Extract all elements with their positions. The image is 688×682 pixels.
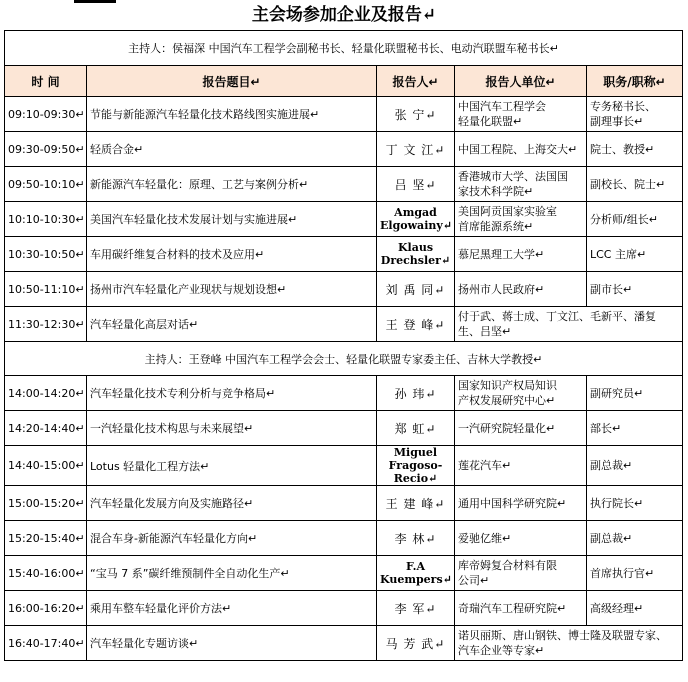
cell-topic: 节能与新能源汽车轻量化技术路线图实施进展↵ — [87, 97, 377, 132]
cell-unit: 国家知识产权局知识 产权发展研究中心↵ — [455, 376, 587, 411]
table-row — [5, 132, 683, 167]
header-unit: 报告人单位↵ — [455, 66, 587, 97]
cell-unit: 爱驰亿维↵ — [455, 521, 587, 556]
cell-time: 09:30-09:50↵ — [5, 132, 87, 167]
cell-speaker: Klaus Drechsler↵ — [377, 237, 455, 272]
cell-speaker: 张 宁↵ — [377, 97, 455, 132]
cell-time: 09:50-10:10↵ — [5, 167, 87, 202]
cell-role: 部长↵ — [587, 411, 683, 446]
table-row — [5, 411, 683, 446]
table-row — [5, 167, 683, 202]
cell-unit: 美国阿贡国家实验室 首席能源系统↵ — [455, 202, 587, 237]
cell-time: 16:00-16:20↵ — [5, 591, 87, 626]
cell-role: 高级经理↵ — [587, 591, 683, 626]
cell-speaker: 李 林↵ — [377, 521, 455, 556]
cell-speaker: 吕 坚↵ — [377, 167, 455, 202]
table-row — [5, 237, 683, 272]
cell-speaker: 刘 禹 同↵ — [377, 272, 455, 307]
cell-unit: 中国汽车工程学会 轻量化联盟↵ — [455, 97, 587, 132]
cell-speaker: F.A Kuempers↵ — [377, 556, 455, 591]
cell-time: 09:10-09:30↵ — [5, 97, 87, 132]
cell-topic: 汽车轻量化发展方向及实施路径↵ — [87, 486, 377, 521]
schedule-table — [4, 30, 683, 661]
cell-role: 副市长↵ — [587, 272, 683, 307]
cell-role: 副总裁↵ — [587, 446, 683, 486]
header-speaker: 报告人↵ — [377, 66, 455, 97]
cell-unit: 莲花汽车↵ — [455, 446, 587, 486]
top-marker — [74, 0, 116, 3]
header-role: 职务/职称↵ — [587, 66, 683, 97]
cell-time: 15:40-16:00↵ — [5, 556, 87, 591]
cell-unit: 中国工程院、上海交大↵ — [455, 132, 587, 167]
cell-speaker: Miguel Fragoso-Recio↵ — [377, 446, 455, 486]
cell-speaker: 马 芳 武↵ — [377, 626, 455, 661]
cell-speaker: 孙 玮↵ — [377, 376, 455, 411]
table-row — [5, 486, 683, 521]
cell-role: 院士、教授↵ — [587, 132, 683, 167]
cell-role: 副校长、院士↵ — [587, 167, 683, 202]
cell-time: 14:00-14:20↵ — [5, 376, 87, 411]
cell-topic: Lotus 轻量化工程方法↵ — [87, 446, 377, 486]
cell-speaker: 郑 虹↵ — [377, 411, 455, 446]
cell-role: 首席执行官↵ — [587, 556, 683, 591]
cell-topic: 轻质合金↵ — [87, 132, 377, 167]
cell-unit: 扬州市人民政府↵ — [455, 272, 587, 307]
cell-unit: 通用中国科学研究院↵ — [455, 486, 587, 521]
cell-unit: 诺贝丽斯、唐山钢铁、博士隆及联盟专家、 汽车企业等专家↵ — [455, 626, 683, 661]
cell-speaker: 王 建 峰↵ — [377, 486, 455, 521]
host-1-text: 主持人：侯福深 中国汽车工程学会副秘书长、轻量化联盟秘书长、电动汽联盟车秘书长↵ — [5, 31, 683, 66]
table-row — [5, 626, 683, 661]
cell-time: 16:40-17:40↵ — [5, 626, 87, 661]
cell-role: 副总裁↵ — [587, 521, 683, 556]
cell-unit: 付于武、蒋士成、丁文江、毛新平、潘复 生、吕坚↵ — [455, 307, 683, 342]
header-row — [5, 66, 683, 97]
table-row — [5, 591, 683, 626]
cell-unit: 奇瑞汽车工程研究院↵ — [455, 591, 587, 626]
table-row — [5, 202, 683, 237]
header-time: 时 间 — [5, 66, 87, 97]
table-row — [5, 521, 683, 556]
cell-unit: 慕尼黑理工大学↵ — [455, 237, 587, 272]
cell-role: 执行院长↵ — [587, 486, 683, 521]
cell-role: 分析师/组长↵ — [587, 202, 683, 237]
page-title — [0, 0, 688, 30]
cell-time: 10:30-10:50↵ — [5, 237, 87, 272]
header-topic: 报告题目↵ — [87, 66, 377, 97]
cell-topic: 一汽轻量化技术构思与未来展望↵ — [87, 411, 377, 446]
cell-topic: 汽车轻量化高层对话↵ — [87, 307, 377, 342]
cell-speaker: 王 登 峰↵ — [377, 307, 455, 342]
cell-topic: 美国汽车轻量化技术发展计划与实施进展↵ — [87, 202, 377, 237]
cell-topic: “宝马 7 系”碳纤维预制件全自动化生产↵ — [87, 556, 377, 591]
cell-topic: 汽车轻量化专题访谈↵ — [87, 626, 377, 661]
page-title-text: 主会场参加企业及报告↵ — [251, 5, 437, 25]
cell-time: 15:00-15:20↵ — [5, 486, 87, 521]
host-row-1 — [5, 31, 683, 66]
cell-role: 专务秘书长、 副理事长↵ — [587, 97, 683, 132]
cell-topic: 混合车身-新能源汽车轻量化方向↵ — [87, 521, 377, 556]
cell-topic: 新能源汽车轻量化：原理、工艺与案例分析↵ — [87, 167, 377, 202]
cell-speaker: 丁 文 江↵ — [377, 132, 455, 167]
table-row — [5, 376, 683, 411]
cell-unit: 一汽研究院轻量化↵ — [455, 411, 587, 446]
cell-topic: 车用碳纤维复合材料的技术及应用↵ — [87, 237, 377, 272]
cell-topic: 扬州市汽车轻量化产业现状与规划设想↵ — [87, 272, 377, 307]
cell-time: 10:10-10:30↵ — [5, 202, 87, 237]
table-row — [5, 97, 683, 132]
cell-time: 14:20-14:40↵ — [5, 411, 87, 446]
cell-role: 副研究员↵ — [587, 376, 683, 411]
host-row-2 — [5, 342, 683, 376]
cell-speaker: Amgad Elgowainy↵ — [377, 202, 455, 237]
cell-topic: 乘用车整车轻量化评价方法↵ — [87, 591, 377, 626]
cell-time: 15:20-15:40↵ — [5, 521, 87, 556]
cell-unit: 香港城市大学、法国国 家技术科学院↵ — [455, 167, 587, 202]
cell-topic: 汽车轻量化技术专利分析与竞争格局↵ — [87, 376, 377, 411]
cell-speaker: 李 军↵ — [377, 591, 455, 626]
cell-unit: 库帝姆复合材料有限 公司↵ — [455, 556, 587, 591]
table-row — [5, 272, 683, 307]
cell-role: LCC 主席↵ — [587, 237, 683, 272]
table-row — [5, 556, 683, 591]
cell-time: 11:30-12:30↵ — [5, 307, 87, 342]
cell-time: 14:40-15:00↵ — [5, 446, 87, 486]
table-row — [5, 307, 683, 342]
table-row — [5, 446, 683, 486]
host-2-text: 主持人：王登峰 中国汽车工程学会会士、轻量化联盟专家委主任、吉林大学教授↵ — [5, 342, 683, 376]
cell-time: 10:50-11:10↵ — [5, 272, 87, 307]
